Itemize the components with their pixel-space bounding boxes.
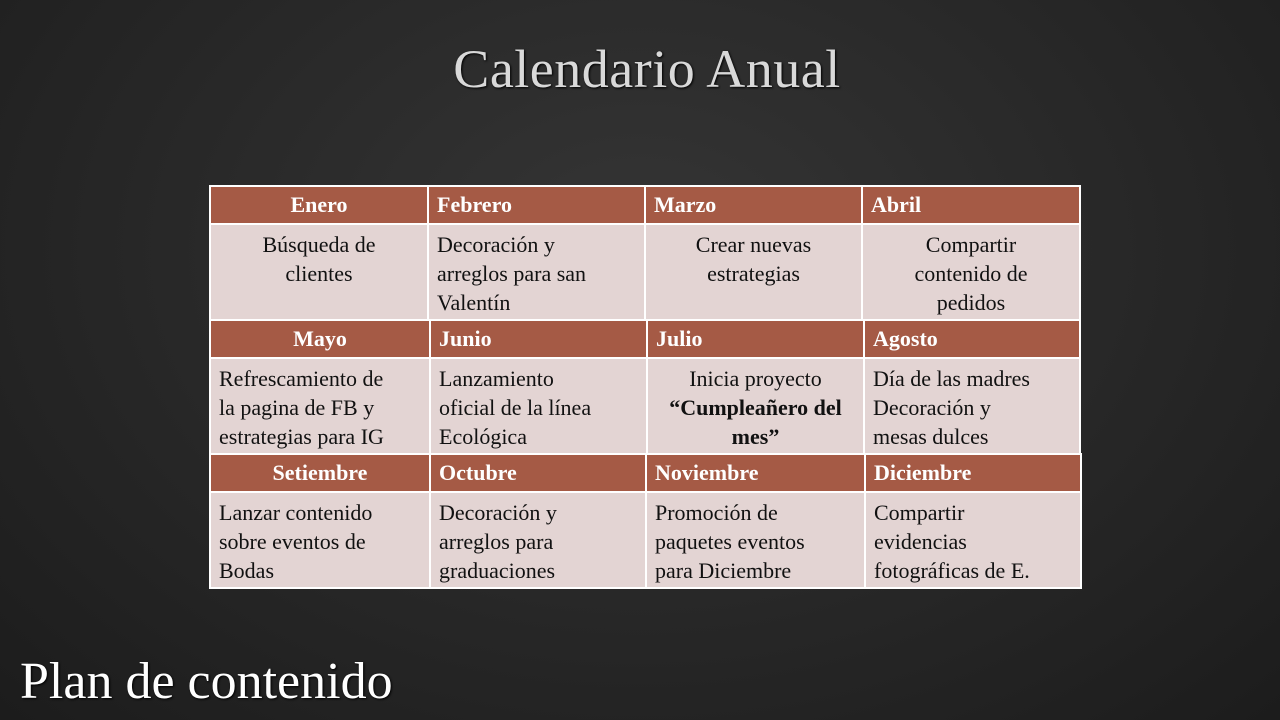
month-header: Noviembre [646, 454, 865, 492]
calendar-block-2 [209, 319, 1081, 455]
month-content [862, 224, 1080, 320]
month-header: Setiembre [210, 454, 430, 492]
content-line: Promoción de [655, 500, 778, 525]
content-line: clientes [285, 261, 353, 286]
calendar-block-1 [209, 185, 1081, 321]
content-line: Crear nuevas [695, 232, 812, 257]
content-line: Lanzamiento [439, 366, 554, 391]
month-content [647, 358, 864, 454]
calendar-block-3 [209, 453, 1082, 589]
content-line: paquetes eventos [655, 529, 805, 554]
content-line: para Diciembre [655, 558, 792, 583]
month-content [210, 224, 428, 320]
slide-footer-title: Plan de contenido [20, 653, 393, 710]
content-line: Decoración y [873, 395, 991, 420]
content-line: Refrescamiento de [219, 366, 384, 391]
content-line: evidencias [874, 529, 967, 554]
content-line: graduaciones [439, 558, 556, 583]
content-line: fotográficas de E. [874, 558, 1030, 583]
month-header: Mayo [210, 320, 430, 358]
content-line: Compartir [874, 500, 965, 525]
month-content [430, 492, 646, 588]
month-header: Enero [210, 186, 428, 224]
month-header: Diciembre [865, 454, 1081, 492]
month-header: Agosto [864, 320, 1080, 358]
content-line: arreglos para san [437, 261, 587, 286]
content-line: la pagina de FB y [219, 395, 375, 420]
content-line: Ecológica [439, 424, 527, 449]
content-line: estrategias para IG [219, 424, 384, 449]
month-content [645, 224, 862, 320]
month-header: Junio [430, 320, 647, 358]
content-line: Valentín [437, 290, 511, 315]
content-line: sobre eventos de [219, 529, 366, 554]
month-header: Julio [647, 320, 864, 358]
month-header: Febrero [428, 186, 645, 224]
content-line: Compartir [925, 232, 1017, 257]
month-content [865, 492, 1081, 588]
content-line: mesas dulces [873, 424, 989, 449]
content-line: arreglos para [439, 529, 554, 554]
month-content [210, 492, 430, 588]
content-line: Decoración y [439, 500, 557, 525]
slide-title: Calendario Anual [453, 39, 841, 99]
content-line: pedidos [936, 290, 1006, 315]
month-content [428, 224, 645, 320]
month-content [864, 358, 1080, 454]
content-line: Búsqueda de [262, 232, 376, 257]
content-line: “Cumpleañero del [669, 395, 842, 420]
content-line: Lanzar contenido [219, 500, 373, 525]
content-line: Día de las madres [873, 366, 1030, 391]
content-line: mes” [731, 424, 780, 449]
month-content [646, 492, 865, 588]
month-header: Abril [862, 186, 1080, 224]
content-line: Decoración y [437, 232, 555, 257]
month-content [210, 358, 430, 454]
content-line: Inicia proyecto [689, 366, 822, 391]
content-line: oficial de la línea [439, 395, 592, 420]
month-content [430, 358, 647, 454]
content-line: Bodas [219, 558, 274, 583]
month-header: Octubre [430, 454, 646, 492]
content-line: contenido de [914, 261, 1028, 286]
month-header: Marzo [645, 186, 862, 224]
content-line: estrategias [707, 261, 800, 286]
